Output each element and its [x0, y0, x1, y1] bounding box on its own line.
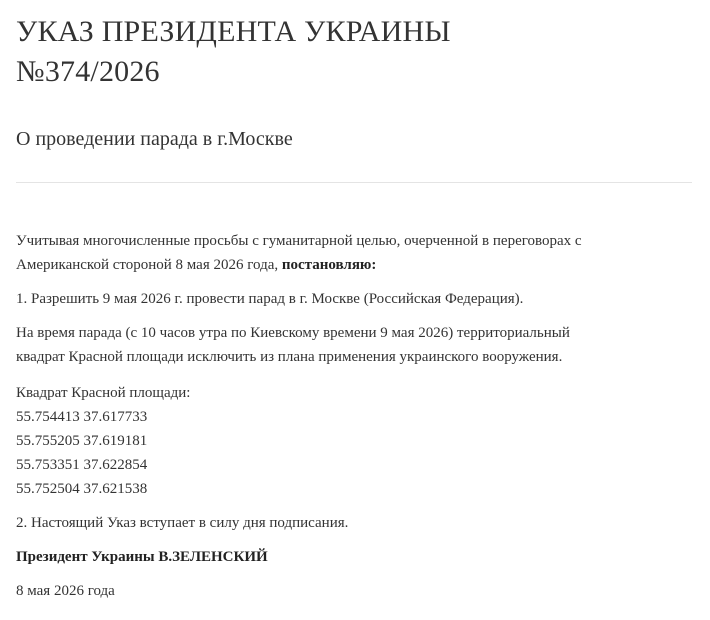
coordinate-line: 55.755205 37.619181: [16, 433, 148, 449]
coordinate-line: 55.753351 37.622854: [16, 457, 148, 473]
intro-paragraph: [16, 229, 696, 277]
divider: [16, 182, 692, 183]
parade-time-line-2: квадрат Красной площади исключить из плана применения украинского вооружения.: [16, 349, 563, 365]
decree-title: [16, 12, 696, 92]
decree-number: №374/2026: [16, 55, 160, 88]
decree-body: [16, 229, 696, 603]
point-1: 1. Разрешить 9 мая 2026 г. провести парад в г. Москве (Российская Федерация).: [16, 291, 524, 307]
coordinate-line: 55.754413 37.617733: [16, 409, 148, 425]
coordinates-block: [16, 381, 696, 501]
signature-line: [16, 545, 696, 569]
square-label: Квадрат Красной площади:: [16, 385, 191, 401]
decree-title-line1: УКАЗ ПРЕЗИДЕНТА УКРАИНЫ: [16, 15, 451, 48]
decree-subtitle: О проведении парада в г.Москве: [16, 128, 293, 150]
signature: Президент Украины В.ЗЕЛЕНСКИЙ: [16, 549, 268, 565]
intro-line-2: Американской стороной 8 мая 2026 года,: [16, 257, 282, 273]
point-2: 2. Настоящий Указ вступает в силу дня подписания.: [16, 515, 349, 531]
intro-resolution-bold: постановляю:: [281, 257, 377, 273]
intro-line-1: Учитывая многочисленные просьбы с гуманитарной целью, очерченной в переговорах с: [16, 233, 582, 249]
parade-time-paragraph: [16, 321, 696, 369]
coordinate-line: 55.752504 37.621538: [16, 481, 148, 497]
decree-date: 8 мая 2026 года: [16, 583, 115, 599]
parade-time-line-1: На время парада (с 10 часов утра по Киевскому времени 9 мая 2026) территориальный: [16, 325, 570, 341]
decree-page: [16, 12, 696, 603]
